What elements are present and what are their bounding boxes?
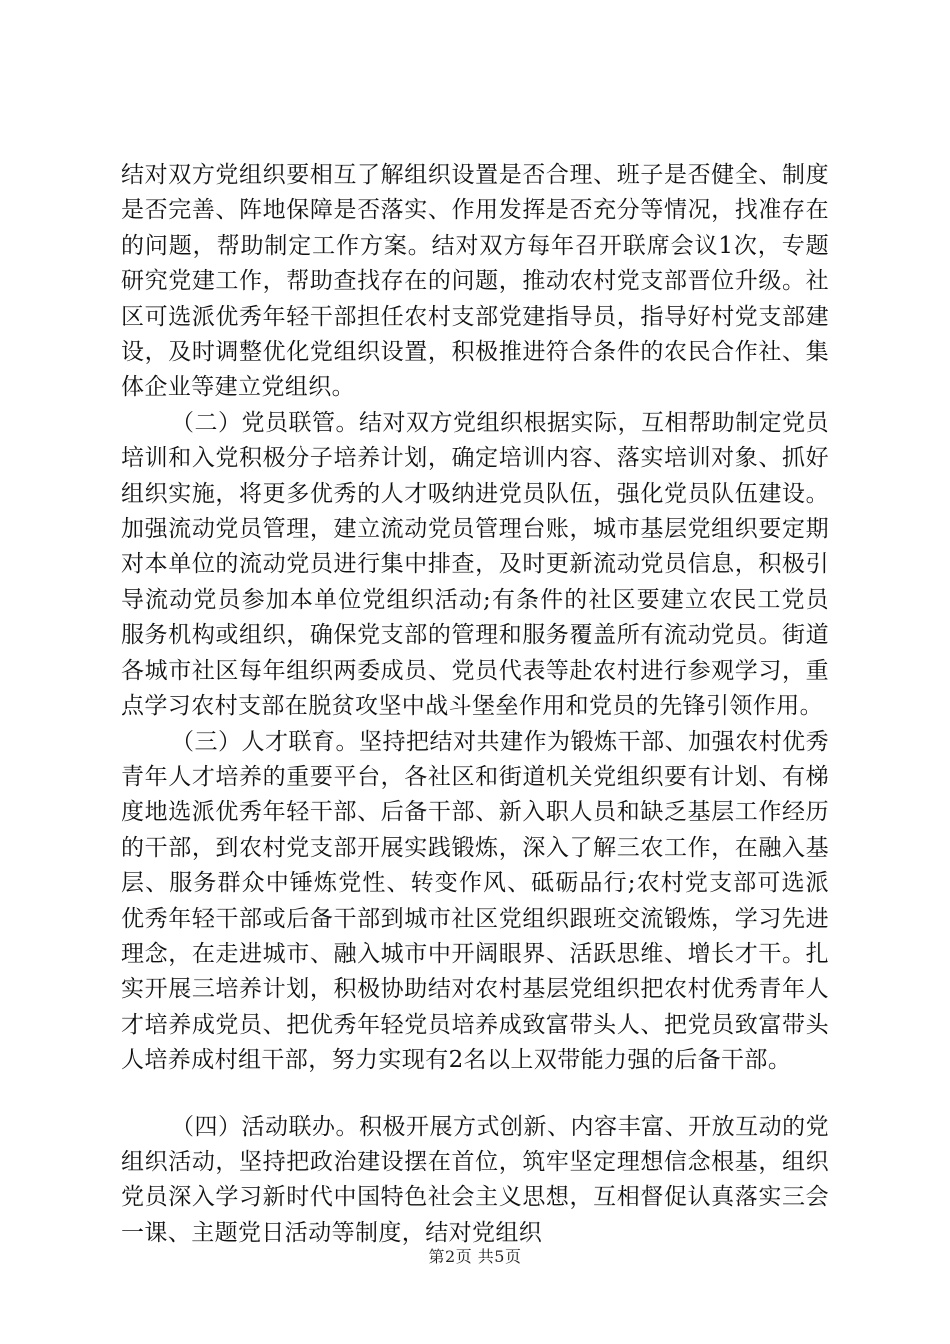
paragraph-member-management: （二）党员联管。结对双方党组织根据实际，互相帮助制定党员培训和入党积极分子培养计划，确定培训内容、落实培训对象、抓好组织实施，将更多优秀的人才吸纳进党员队伍，强化党员队伍建设。加强流动党员管理，建立流动党员管理台账，城市基层党组织要定期对本单位的流动党员进行集中排查，及时更新流动党员信息，积极引导流动党员参加本单位党组织活动;有条件的社区要建立农民工党员服务机构或组织，确保党支部的管理和服务覆盖所有流动党员。街道各城市社区每年组织两委成员、党员代表等赴农村进行参观学习，重点学习农村支部在脱贫攻坚中战斗堡垒作用和党员的先锋引领作用。 — [121, 409, 829, 720]
paragraph-talent-cultivation: （三）人才联育。坚持把结对共建作为锻炼干部、加强农村优秀青年人才培养的重要平台，各社区和街道机关党组织要有计划、有梯度地选派优秀年轻干部、后备干部、新入职人员和缺乏基层工作经历的干部，到农村党支部开展实践锻炼，深入了解三农工作，在融入基层、服务群众中锤炼党性、转变作风、砥砺品行;农村党支部可选派优秀年轻干部或后备干部到城市社区党组织跟班交流锻炼，学习先进理念，在走进城市、融入城市中开阔眼界、活跃思维、增长才干。扎实开展三培养计划，积极协助结对农村基层党组织把农村优秀青年人才培养成党员、把优秀年轻党员培养成致富带头人、把党员致富带头人培养成村组干部，努力实现有2名以上双带能力强的后备干部。 — [121, 728, 829, 1074]
paragraph-continued: 结对双方党组织要相互了解组织设置是否合理、班子是否健全、制度是否完善、阵地保障是否落实、作用发挥是否充分等情况，找准存在的问题，帮助制定工作方案。结对双方每年召开联席会议1次，专题研究党建工作，帮助查找存在的问题，推动农村党支部晋位升级。社区可选派优秀年轻干部担任农村支部党建指导员，指导好村党支部建设，及时调整优化党组织设置，积极推进符合条件的农民合作社、集体企业等建立党组织。 — [121, 162, 829, 401]
document-body — [121, 158, 829, 1251]
page-footer: 第2页 共5页 — [428, 1247, 522, 1266]
paragraph-joint-activities: （四）活动联办。积极开展方式创新、内容丰富、开放互动的党组织活动，坚持把政治建设摆在首位，筑牢坚定理想信念根基，组织党员深入学习新时代中国特色社会主义思想，互相督促认真落实三会一课、主题党日活动等制度，结对党组织 — [121, 1113, 829, 1246]
